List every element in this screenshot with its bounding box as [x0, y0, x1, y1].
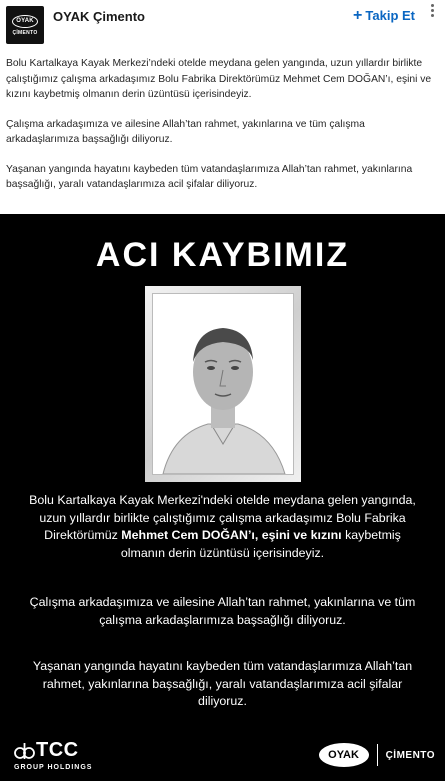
post-text: [6, 56, 438, 207]
image-paragraph-1: [22, 492, 423, 562]
logo-divider: [377, 744, 378, 766]
logo-subtext: ÇİMENTO: [12, 29, 38, 36]
post-paragraph-1: Bolu Kartalkaya Kayak Merkezi’ndeki otelde meydana gelen yangında, uzun yıllardır birlikte çalıştığımız çalışma arkadaşımız Bolu Fabrika Direktörümüz Mehmet Cem DOĞAN’ı, eşini ve kızını kaybetmiş olmanın derin üzüntüsü içerisindeyiz.: [6, 58, 432, 100]
image-title: ACI KAYBIMIZ: [95, 236, 350, 274]
follow-button[interactable]: [353, 8, 415, 23]
post-paragraph-2: Çalışma arkadaşımıza ve ailesine Allah’tan rahmet, yakınlarına ve tüm çalışma arkadaşlarımıza başsağlığı diliyoruz.: [6, 118, 365, 145]
image-p1-text-b: kaybetmiş olmanın derin üzüntüsü içerisindeyiz.: [120, 528, 401, 560]
image-p1-bold: Mehmet Cem DOĞAN’ı, eşini ve kızını: [121, 528, 342, 542]
cimento-text: ÇİMENTO: [385, 749, 435, 761]
oyak-logo-oval: OYAK: [319, 743, 369, 767]
logo-oval: OYAK: [12, 15, 38, 28]
tcc-logo-mark: [14, 739, 92, 762]
image-p1-text-a: Bolu Kartalkaya Kayak Merkezi'ndeki otelde meydana gelen yangında, uzun yıllardır birlikte çalıştığımız çalışma arkadaşımız Bolu Fabrika Direktörümüz: [29, 493, 416, 542]
oyak-cimento-logo: [319, 743, 435, 767]
post-header: [0, 0, 445, 52]
post-image[interactable]: [0, 214, 445, 781]
image-paragraph-2: Çalışma arkadaşımıza ve ailesine Allah’tan rahmet, yakınlarına ve tüm çalışma arkadaşlarımıza başsağlığı diliyoruz.: [29, 595, 416, 627]
follow-label: Takip Et: [365, 8, 415, 23]
image-paragraph-3: Yaşanan yangında hayatını kaybeden tüm vatandaşlarımıza Allah’tan rahmet, yakınlarına başsağlığı, yaralı vatandaşlarımıza acil şifalar diliyoruz.: [32, 659, 413, 708]
portrait-photo: [152, 293, 294, 475]
post-paragraph-3: Yaşanan yangında hayatını kaybeden tüm vatandaşlarımıza Allah’tan rahmet, yakınlarına başsağlığı, yaralı vatandaşlarımıza acil şifalar diliyoruz.: [6, 163, 413, 190]
company-logo[interactable]: [6, 6, 44, 44]
company-name[interactable]: OYAK Çimento: [53, 9, 145, 24]
plus-icon: +: [353, 7, 363, 24]
tcc-emblem-icon: [14, 741, 36, 761]
tcc-logo-text: TCC: [36, 739, 79, 761]
tcc-logo: [14, 739, 92, 771]
more-options-icon[interactable]: [423, 4, 441, 17]
tcc-logo-sub: GROUP HOLDINGS: [14, 764, 93, 771]
portrait-frame: [145, 286, 301, 482]
